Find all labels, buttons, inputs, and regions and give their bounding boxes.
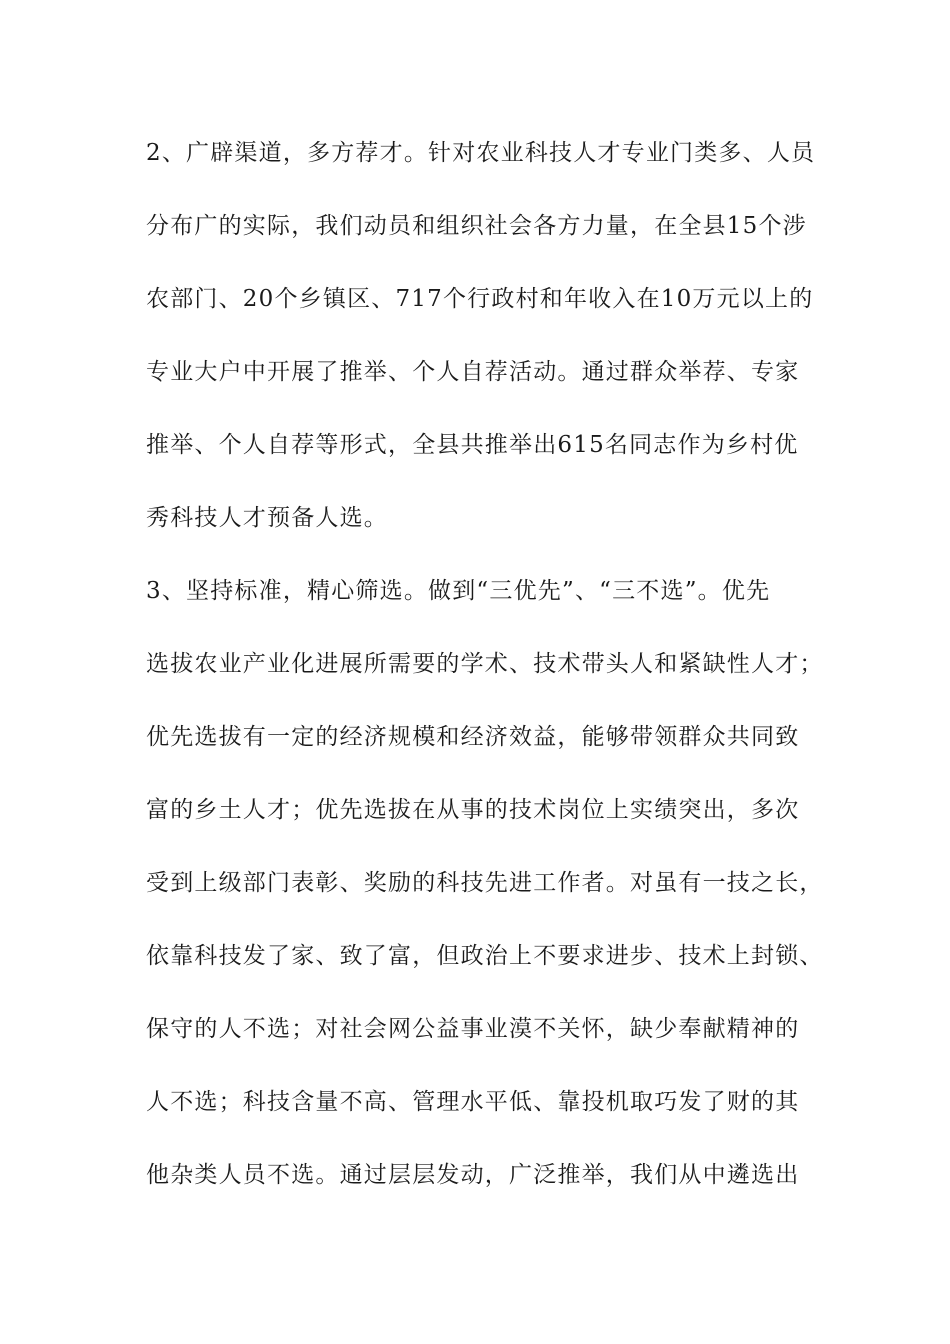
text-line: 他杂类人员不选。通过层层发动，广泛推举，我们从中遴选出 — [146, 1162, 800, 1188]
text-line: 依靠科技发了家、致了富，但政治上不要求进步、技术上封锁、 — [146, 943, 824, 969]
text-line: 人不选；科技含量不高、管理水平低、靠投机取巧发了财的其 — [146, 1089, 800, 1115]
text-line: 优先选拔有一定的经济规模和经济效益，能够带领群众共同致 — [146, 724, 800, 750]
text-line: 3、坚持标准，精心筛选。做到“三优先”、“三不选”。优先 — [146, 578, 771, 604]
text-line: 保守的人不选；对社会网公益事业漠不关怀，缺少奉献精神的 — [146, 1016, 800, 1042]
text-line: 专业大户中开展了推举、个人自荐活动。通过群众举荐、专家 — [146, 359, 800, 385]
text-line: 分布广的实际，我们动员和组织社会各方力量，在全县15个涉 — [146, 213, 807, 239]
text-line: 推举、个人自荐等形式，全县共推举出615名同志作为乡村优 — [146, 432, 799, 458]
text-line: 秀科技人才预备人选。 — [146, 505, 388, 531]
text-line: 富的乡土人才；优先选拔在从事的技术岗位上实绩突出，多次 — [146, 797, 800, 823]
text-line: 2、广辟渠道，多方荐才。针对农业科技人才专业门类多、人员 — [146, 140, 816, 166]
text-line: 农部门、20个乡镇区、717个行政村和年收入在10万元以上的 — [146, 286, 814, 312]
text-line: 受到上级部门表彰、奖励的科技先进工作者。对虽有一技之长， — [146, 870, 824, 896]
text-line: 选拔农业产业化进展所需要的学术、技术带头人和紧缺性人才； — [146, 651, 824, 677]
